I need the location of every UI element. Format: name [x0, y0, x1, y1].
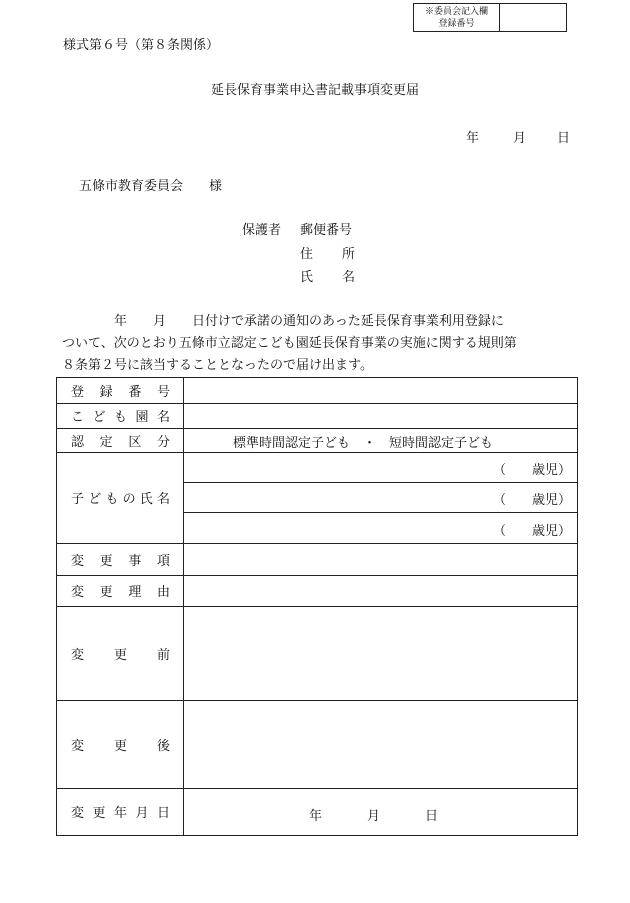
row-before-change-label: 変 更 前 — [71, 647, 170, 663]
office-registration-number-field[interactable] — [500, 4, 566, 31]
document-title: 延長保育事業申込書記載事項変更届 — [210, 83, 419, 98]
registration-number-field[interactable] — [185, 378, 577, 403]
row-child-name-label: 子 ど も の 氏 名 — [71, 492, 170, 507]
kodomoen-name-field[interactable] — [185, 403, 577, 428]
change-form-table — [56, 377, 578, 836]
body-text — [62, 311, 578, 377]
address-label-char2: 所 — [342, 247, 356, 262]
change-item-field[interactable] — [185, 543, 577, 575]
child-name-field-1-age[interactable]: （ 歳児） — [493, 463, 572, 478]
row-certification-category-label: 認 定 区 分 — [71, 434, 170, 450]
submission-date — [466, 127, 570, 146]
body-line-3: ８条第２号に該当することとなったので届け出ます。 — [62, 358, 373, 373]
row-change-date-label: 変 更 年 月 日 — [71, 806, 170, 821]
body-line-1: 年 月 日付けで承諾の通知のあった延長保育事業利用登録に — [62, 314, 504, 329]
addressee: 五條市教育委員会 様 — [79, 179, 223, 194]
child-name-field-3-age[interactable]: （ 歳児） — [493, 524, 572, 539]
date-month-label: 月 — [513, 131, 527, 146]
change-date-month-label: 月 — [367, 809, 381, 824]
form-number: 様式第６号（第８条関係） — [63, 38, 220, 53]
date-year-label: 年 — [466, 131, 480, 146]
row-after-change-label: 変 更 後 — [71, 738, 170, 754]
child-name-field-2-age[interactable]: （ 歳児） — [493, 493, 572, 508]
office-use-label-line2: 登録番号 — [438, 19, 475, 29]
office-use-label — [414, 4, 500, 31]
certification-category-options[interactable]: 標準時間認定子ども ・ 短時間認定子ども — [233, 436, 494, 451]
name-label-char1: 氏 — [300, 270, 314, 285]
after-change-field[interactable] — [185, 700, 577, 788]
address-label-char1: 住 — [300, 247, 314, 262]
row-registration-number-label: 登 録 番 号 — [71, 385, 170, 400]
row-change-reason-label: 変 更 理 由 — [71, 585, 170, 600]
guardian-label: 保護者 — [242, 223, 282, 238]
change-reason-field[interactable] — [185, 575, 577, 606]
date-day-label: 日 — [557, 131, 571, 146]
body-line-2: ついて、次のとおり五條市立認定こども園延長保育事業の実施に関する規則第 — [62, 336, 517, 351]
name-label-char2: 名 — [342, 270, 356, 285]
change-date-year-label: 年 — [309, 809, 323, 824]
before-change-field[interactable] — [185, 606, 577, 700]
row-change-item-label: 変 更 事 項 — [71, 553, 170, 569]
postal-code-label: 郵便番号 — [300, 223, 353, 238]
row-kodomoen-name-label: こ ど も 園 名 — [71, 410, 170, 425]
change-date-day-label: 日 — [425, 809, 439, 824]
office-use-box — [413, 3, 567, 32]
office-use-label-line1: ※委員会記入欄 — [424, 7, 488, 17]
